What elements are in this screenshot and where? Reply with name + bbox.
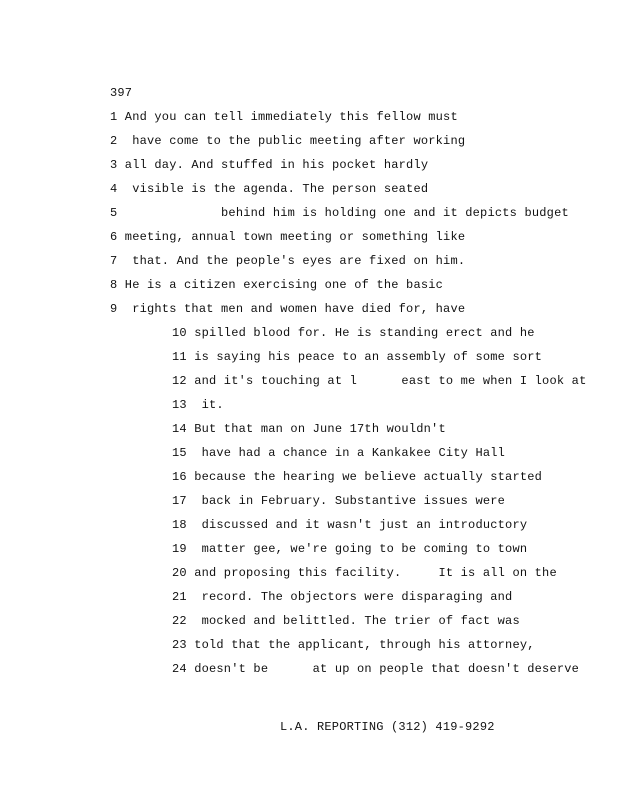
transcript-line-5: 5 behind him is holding one and it depicts budget	[110, 206, 569, 220]
transcript-line-11: 11 is saying his peace to an assembly of some sort	[172, 350, 543, 364]
transcript-line-18: 18 discussed and it wasn't just an introductory	[172, 518, 528, 532]
transcript-line-23: 23 told that the applicant, through his attorney,	[172, 638, 535, 652]
transcript-line-20: 20 and proposing this facility. It is all on the	[172, 566, 557, 580]
page-number: 397	[110, 86, 133, 100]
transcript-line-13: 13 it.	[172, 398, 224, 412]
transcript-line-16: 16 because the hearing we believe actually started	[172, 470, 543, 484]
transcript-line-2: 2 have come to the public meeting after working	[110, 134, 466, 148]
transcript-line-8: 8 He is a citizen exercising one of the basic	[110, 278, 444, 292]
transcript-line-21: 21 record. The objectors were disparaging and	[172, 590, 513, 604]
transcript-line-6: 6 meeting, annual town meeting or something like	[110, 230, 466, 244]
transcript-line-4: 4 visible is the agenda. The person seated	[110, 182, 429, 196]
transcript-line-17: 17 back in February. Substantive issues were	[172, 494, 506, 508]
transcript-line-15: 15 have had a chance in a Kankakee City Hall	[172, 446, 506, 460]
transcript-line-14: 14 But that man on June 17th wouldn't	[172, 422, 446, 436]
transcript-line-9: 9 rights that men and women have died for, have	[110, 302, 466, 316]
transcript-line-1: 1 And you can tell immediately this fellow must	[110, 110, 458, 124]
transcript-line-3: 3 all day. And stuffed in his pocket hardly	[110, 158, 429, 172]
transcript-line-19: 19 matter gee, we're going to be coming to town	[172, 542, 528, 556]
transcript-line-7: 7 that. And the people's eyes are fixed on him.	[110, 254, 466, 268]
transcript-line-24: 24 doesn't be at up on people that doesn't deserve	[172, 662, 580, 676]
reporter-footer: L.A. REPORTING (312) 419-9292	[280, 720, 495, 734]
transcript-line-22: 22 mocked and belittled. The trier of fact was	[172, 614, 520, 628]
transcript-line-10: 10 spilled blood for. He is standing erect and he	[172, 326, 535, 340]
transcript-line-12: 12 and it's touching at l east to me when I look at	[172, 374, 587, 388]
